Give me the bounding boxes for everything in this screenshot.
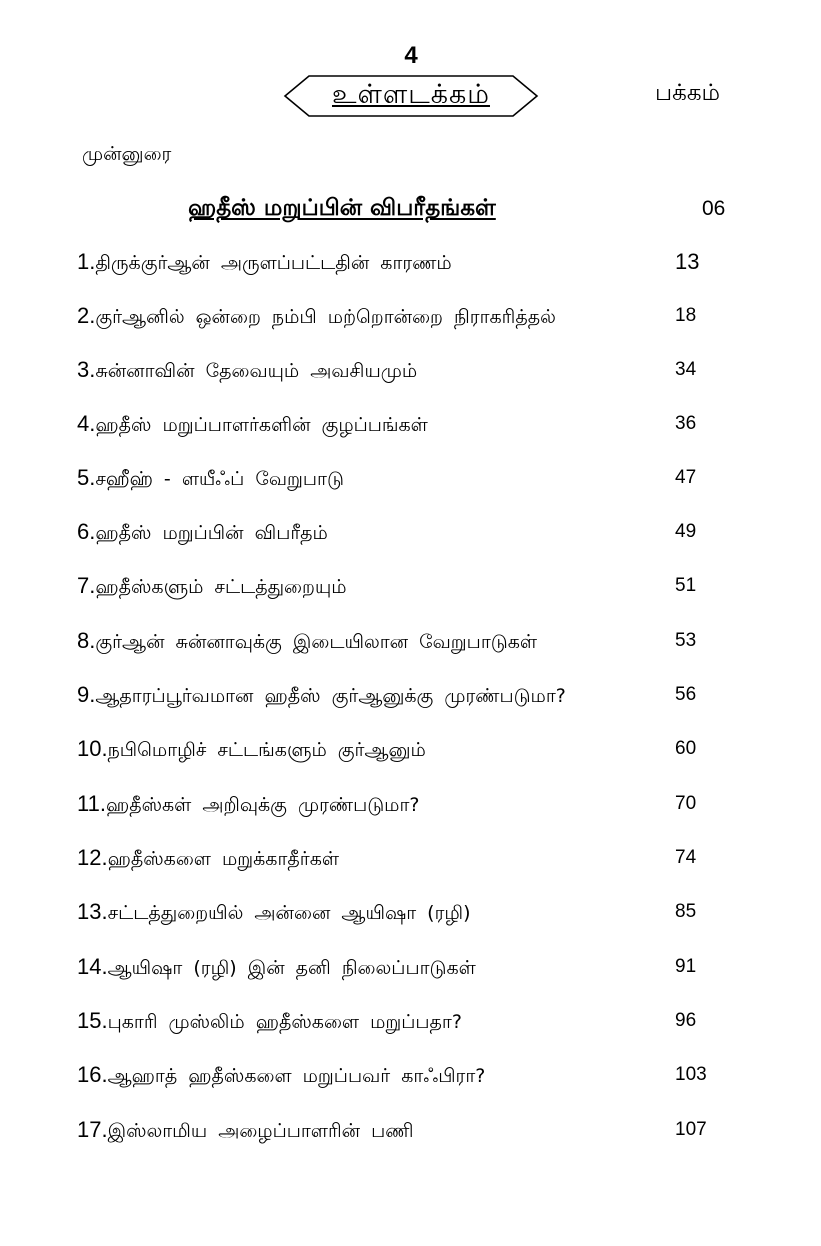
toc-entry (77, 407, 757, 441)
toc-entry (77, 515, 757, 549)
toc-entry-title: 17.இஸ்லாமிய அழைப்பாளரின் பணி (77, 1117, 414, 1142)
toc-entry-title: 12.ஹதீஸ்களை மறுக்காதீர்கள் (77, 845, 339, 870)
page-column-header: பக்கம் (655, 80, 721, 106)
contents-title-banner (283, 74, 539, 118)
toc-entry (77, 624, 757, 658)
toc-entry (77, 245, 757, 279)
toc-entry-page: 36 (675, 413, 697, 434)
toc-entry-title: 15.புகாரி முஸ்லிம் ஹதீஸ்களை மறுப்பதா? (77, 1008, 462, 1033)
toc-entry-title: 2.குர்ஆனில் ஒன்றை நம்பி மற்றொன்றை நிராகரித்தல் (77, 303, 556, 328)
toc-entry-page: 103 (675, 1064, 707, 1085)
toc-entry-title: 5.சஹீஹ் - ளயீஃப் வேறுபாடு (77, 465, 344, 490)
toc-entry-page: 51 (675, 575, 697, 596)
toc-entry (77, 1113, 757, 1147)
toc-entry-page: 34 (675, 359, 697, 380)
toc-entry (77, 353, 757, 387)
toc-entry-title: 8.குர்ஆன் சுன்னாவுக்கு இடையிலான வேறுபாடுகள் (77, 628, 537, 653)
section-heading-page: 06 (702, 197, 726, 220)
toc-entry-title: 1.திருக்குர்ஆன் அருளப்பட்டதின் காரணம் (77, 249, 452, 274)
toc-entry-title: 10.நபிமொழிச் சட்டங்களும் குர்ஆனும் (77, 736, 426, 761)
page-number: 4 (404, 42, 418, 69)
toc-entry (77, 461, 757, 495)
toc-entry-page: 49 (675, 521, 697, 542)
toc-entry-title: 6.ஹதீஸ் மறுப்பின் விபரீதம் (77, 519, 328, 544)
toc-entry-page: 13 (675, 249, 700, 274)
toc-entry (77, 841, 757, 875)
toc-entry-page: 74 (675, 847, 697, 868)
toc-entry-page: 18 (675, 305, 697, 326)
toc-entry (77, 1004, 757, 1038)
toc-entry (77, 1058, 757, 1092)
toc-entry-title: 3.சுன்னாவின் தேவையும் அவசியமும் (77, 357, 418, 382)
toc-entry-page: 53 (675, 630, 697, 651)
toc-entry (77, 678, 757, 712)
toc-entry-page: 70 (675, 793, 697, 814)
toc-entry (77, 895, 757, 929)
toc-entry-page: 107 (675, 1119, 707, 1140)
toc-entry-title: 14.ஆயிஷா (ரழி) இன் தனி நிலைப்பாடுகள் (77, 954, 476, 979)
toc-entry-title: 4.ஹதீஸ் மறுப்பாளர்களின் குழப்பங்கள் (77, 411, 428, 436)
toc-entry (77, 787, 757, 821)
toc-entry-title: 7.ஹதீஸ்களும் சட்டத்துறையும் (77, 573, 347, 598)
preface-entry: முன்னுரை (82, 143, 172, 165)
toc-entry (77, 732, 757, 766)
toc-entry-page: 47 (675, 467, 697, 488)
toc-entry-page: 96 (675, 1010, 697, 1031)
toc-entry-page: 60 (675, 738, 697, 759)
toc-entry-page: 85 (675, 901, 697, 922)
toc-entry-title: 13.சட்டத்துறையில் அன்னை ஆயிஷா (ரழி) (77, 899, 471, 924)
toc-entry (77, 299, 757, 333)
toc-entry-title: 11.ஹதீஸ்கள் அறிவுக்கு முரண்படுமா? (77, 791, 420, 816)
toc-entry (77, 569, 757, 603)
toc-entry-page: 56 (675, 684, 697, 705)
toc-entry-title: 16.ஆஹாத் ஹதீஸ்களை மறுப்பவர் காஃபிரா? (77, 1062, 486, 1087)
toc-entry-page: 91 (675, 956, 697, 977)
toc-entry (77, 950, 757, 984)
toc-entry-title: 9.ஆதாரப்பூர்வமான ஹதீஸ் குர்ஆனுக்கு முரண்படுமா? (77, 682, 566, 707)
contents-title: உள்ளடக்கம் (332, 78, 490, 110)
section-heading: ஹதீஸ் மறுப்பின் விபரீதங்கள் (188, 195, 496, 221)
